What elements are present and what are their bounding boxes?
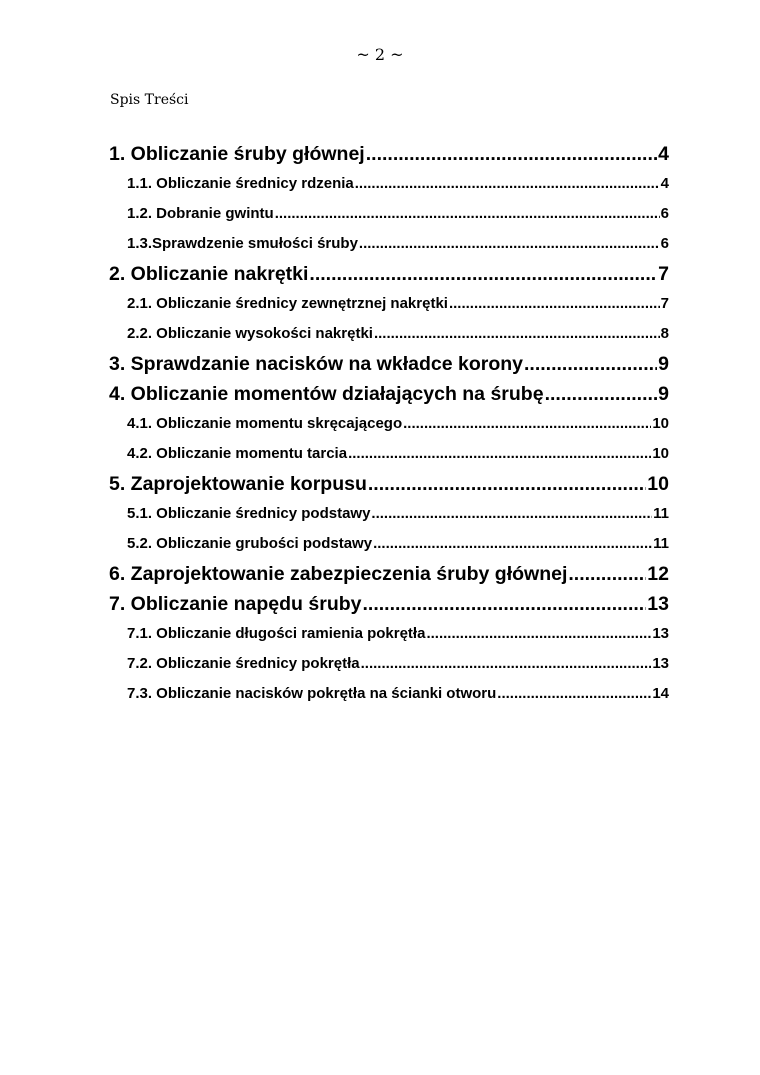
toc-entry-page: 6 <box>660 235 669 252</box>
toc-entry-1[interactable] <box>109 139 669 169</box>
toc-entry-title: 5.2. Obliczanie grubości podstawy <box>127 535 373 552</box>
toc-entry-page: 9 <box>658 383 669 405</box>
toc-entry-5-2[interactable] <box>127 529 669 559</box>
toc-leader-dots <box>371 499 652 529</box>
toc-entry-title: 5.1. Obliczanie średnicy podstawy <box>127 505 371 522</box>
toc-entry-7-1[interactable] <box>127 619 669 649</box>
toc-entry-title: 7.2. Obliczanie średnicy pokrętła <box>127 655 360 672</box>
toc-leader-dots <box>366 139 657 169</box>
toc-entry-7[interactable] <box>109 589 669 619</box>
toc-leader-dots <box>524 349 657 379</box>
toc-entry-3[interactable] <box>109 349 669 379</box>
toc-entry-title: 1. Obliczanie śruby głównej <box>109 143 365 165</box>
toc-entry-title: 1.1. Obliczanie średnicy rdzenia <box>127 175 354 192</box>
toc-entry-title: 6. Zaprojektowanie zabezpieczenia śruby głównej <box>109 563 568 585</box>
toc-leader-dots <box>545 379 658 409</box>
toc-entry-title: 1.2. Dobranie gwintu <box>127 205 274 222</box>
toc-entry-page: 14 <box>652 685 669 702</box>
toc-entry-page: 4 <box>658 143 669 165</box>
toc-leader-dots <box>309 259 657 289</box>
toc-leader-dots <box>355 169 660 199</box>
toc-leader-dots <box>374 319 660 349</box>
toc-leader-dots <box>368 469 646 499</box>
toc-entry-page: 10 <box>652 415 669 432</box>
toc-leader-dots <box>362 589 646 619</box>
toc-entry-title: 4.1. Obliczanie momentu skręcającego <box>127 415 403 432</box>
toc-entry-title: 4.2. Obliczanie momentu tarcia <box>127 445 348 462</box>
toc-leader-dots <box>348 439 651 469</box>
toc-entry-page: 12 <box>647 563 669 585</box>
toc-entry-7-3[interactable] <box>127 679 669 709</box>
toc-entry-4[interactable] <box>109 379 669 409</box>
toc-entry-title: 2.2. Obliczanie wysokości nakrętki <box>127 325 373 342</box>
toc-entry-1-3[interactable] <box>127 229 669 259</box>
toc-leader-dots <box>449 289 660 319</box>
toc-entry-page: 4 <box>660 175 669 192</box>
toc-entry-2-1[interactable] <box>127 289 669 319</box>
toc-entry-page: 11 <box>653 505 669 522</box>
toc-leader-dots <box>361 649 652 679</box>
toc-entry-title: 3. Sprawdzanie nacisków na wkładce korony <box>109 353 523 375</box>
toc-entry-7-2[interactable] <box>127 649 669 679</box>
toc-entry-title: 4. Obliczanie momentów działających na śrubę <box>109 383 544 405</box>
toc-entry-page: 13 <box>652 655 669 672</box>
toc-leader-dots <box>568 559 646 589</box>
toc-entry-title: 7.3. Obliczanie nacisków pokrętła na ścianki otworu <box>127 685 497 702</box>
toc-entry-2-2[interactable] <box>127 319 669 349</box>
toc-leader-dots <box>497 679 651 709</box>
toc-heading: Spis Treści <box>110 92 189 108</box>
toc-entry-page: 13 <box>652 625 669 642</box>
toc-entry-5-1[interactable] <box>127 499 669 529</box>
toc-entry-page: 6 <box>660 205 669 222</box>
table-of-contents <box>0 139 760 709</box>
toc-entry-page: 10 <box>647 473 669 495</box>
toc-entry-page: 13 <box>647 593 669 615</box>
toc-entry-title: 1.3.Sprawdzenie smułości śruby <box>127 235 358 252</box>
toc-entry-1-1[interactable] <box>127 169 669 199</box>
toc-entry-page: 10 <box>652 445 669 462</box>
toc-entry-title: 5. Zaprojektowanie korpusu <box>109 473 367 495</box>
toc-entry-title: 7.1. Obliczanie długości ramienia pokrętła <box>127 625 426 642</box>
page-number: ~ 2 ~ <box>356 45 404 64</box>
toc-entry-2[interactable] <box>109 259 669 289</box>
toc-entry-5[interactable] <box>109 469 669 499</box>
toc-leader-dots <box>275 199 660 229</box>
toc-entry-page: 9 <box>658 353 669 375</box>
toc-entry-page: 8 <box>660 325 669 342</box>
toc-leader-dots <box>373 529 652 559</box>
toc-entry-6[interactable] <box>109 559 669 589</box>
toc-leader-dots <box>426 619 651 649</box>
toc-entry-1-2[interactable] <box>127 199 669 229</box>
toc-entry-page: 7 <box>660 295 669 312</box>
toc-entry-title: 2.1. Obliczanie średnicy zewnętrznej nakrętki <box>127 295 448 312</box>
toc-entry-page: 11 <box>653 535 669 552</box>
toc-entry-4-1[interactable] <box>127 409 669 439</box>
toc-entry-title: 2. Obliczanie nakrętki <box>109 263 309 285</box>
toc-leader-dots <box>359 229 660 259</box>
toc-entry-page: 7 <box>658 263 669 285</box>
toc-entry-4-2[interactable] <box>127 439 669 469</box>
toc-leader-dots <box>403 409 651 439</box>
toc-entry-title: 7. Obliczanie napędu śruby <box>109 593 362 615</box>
